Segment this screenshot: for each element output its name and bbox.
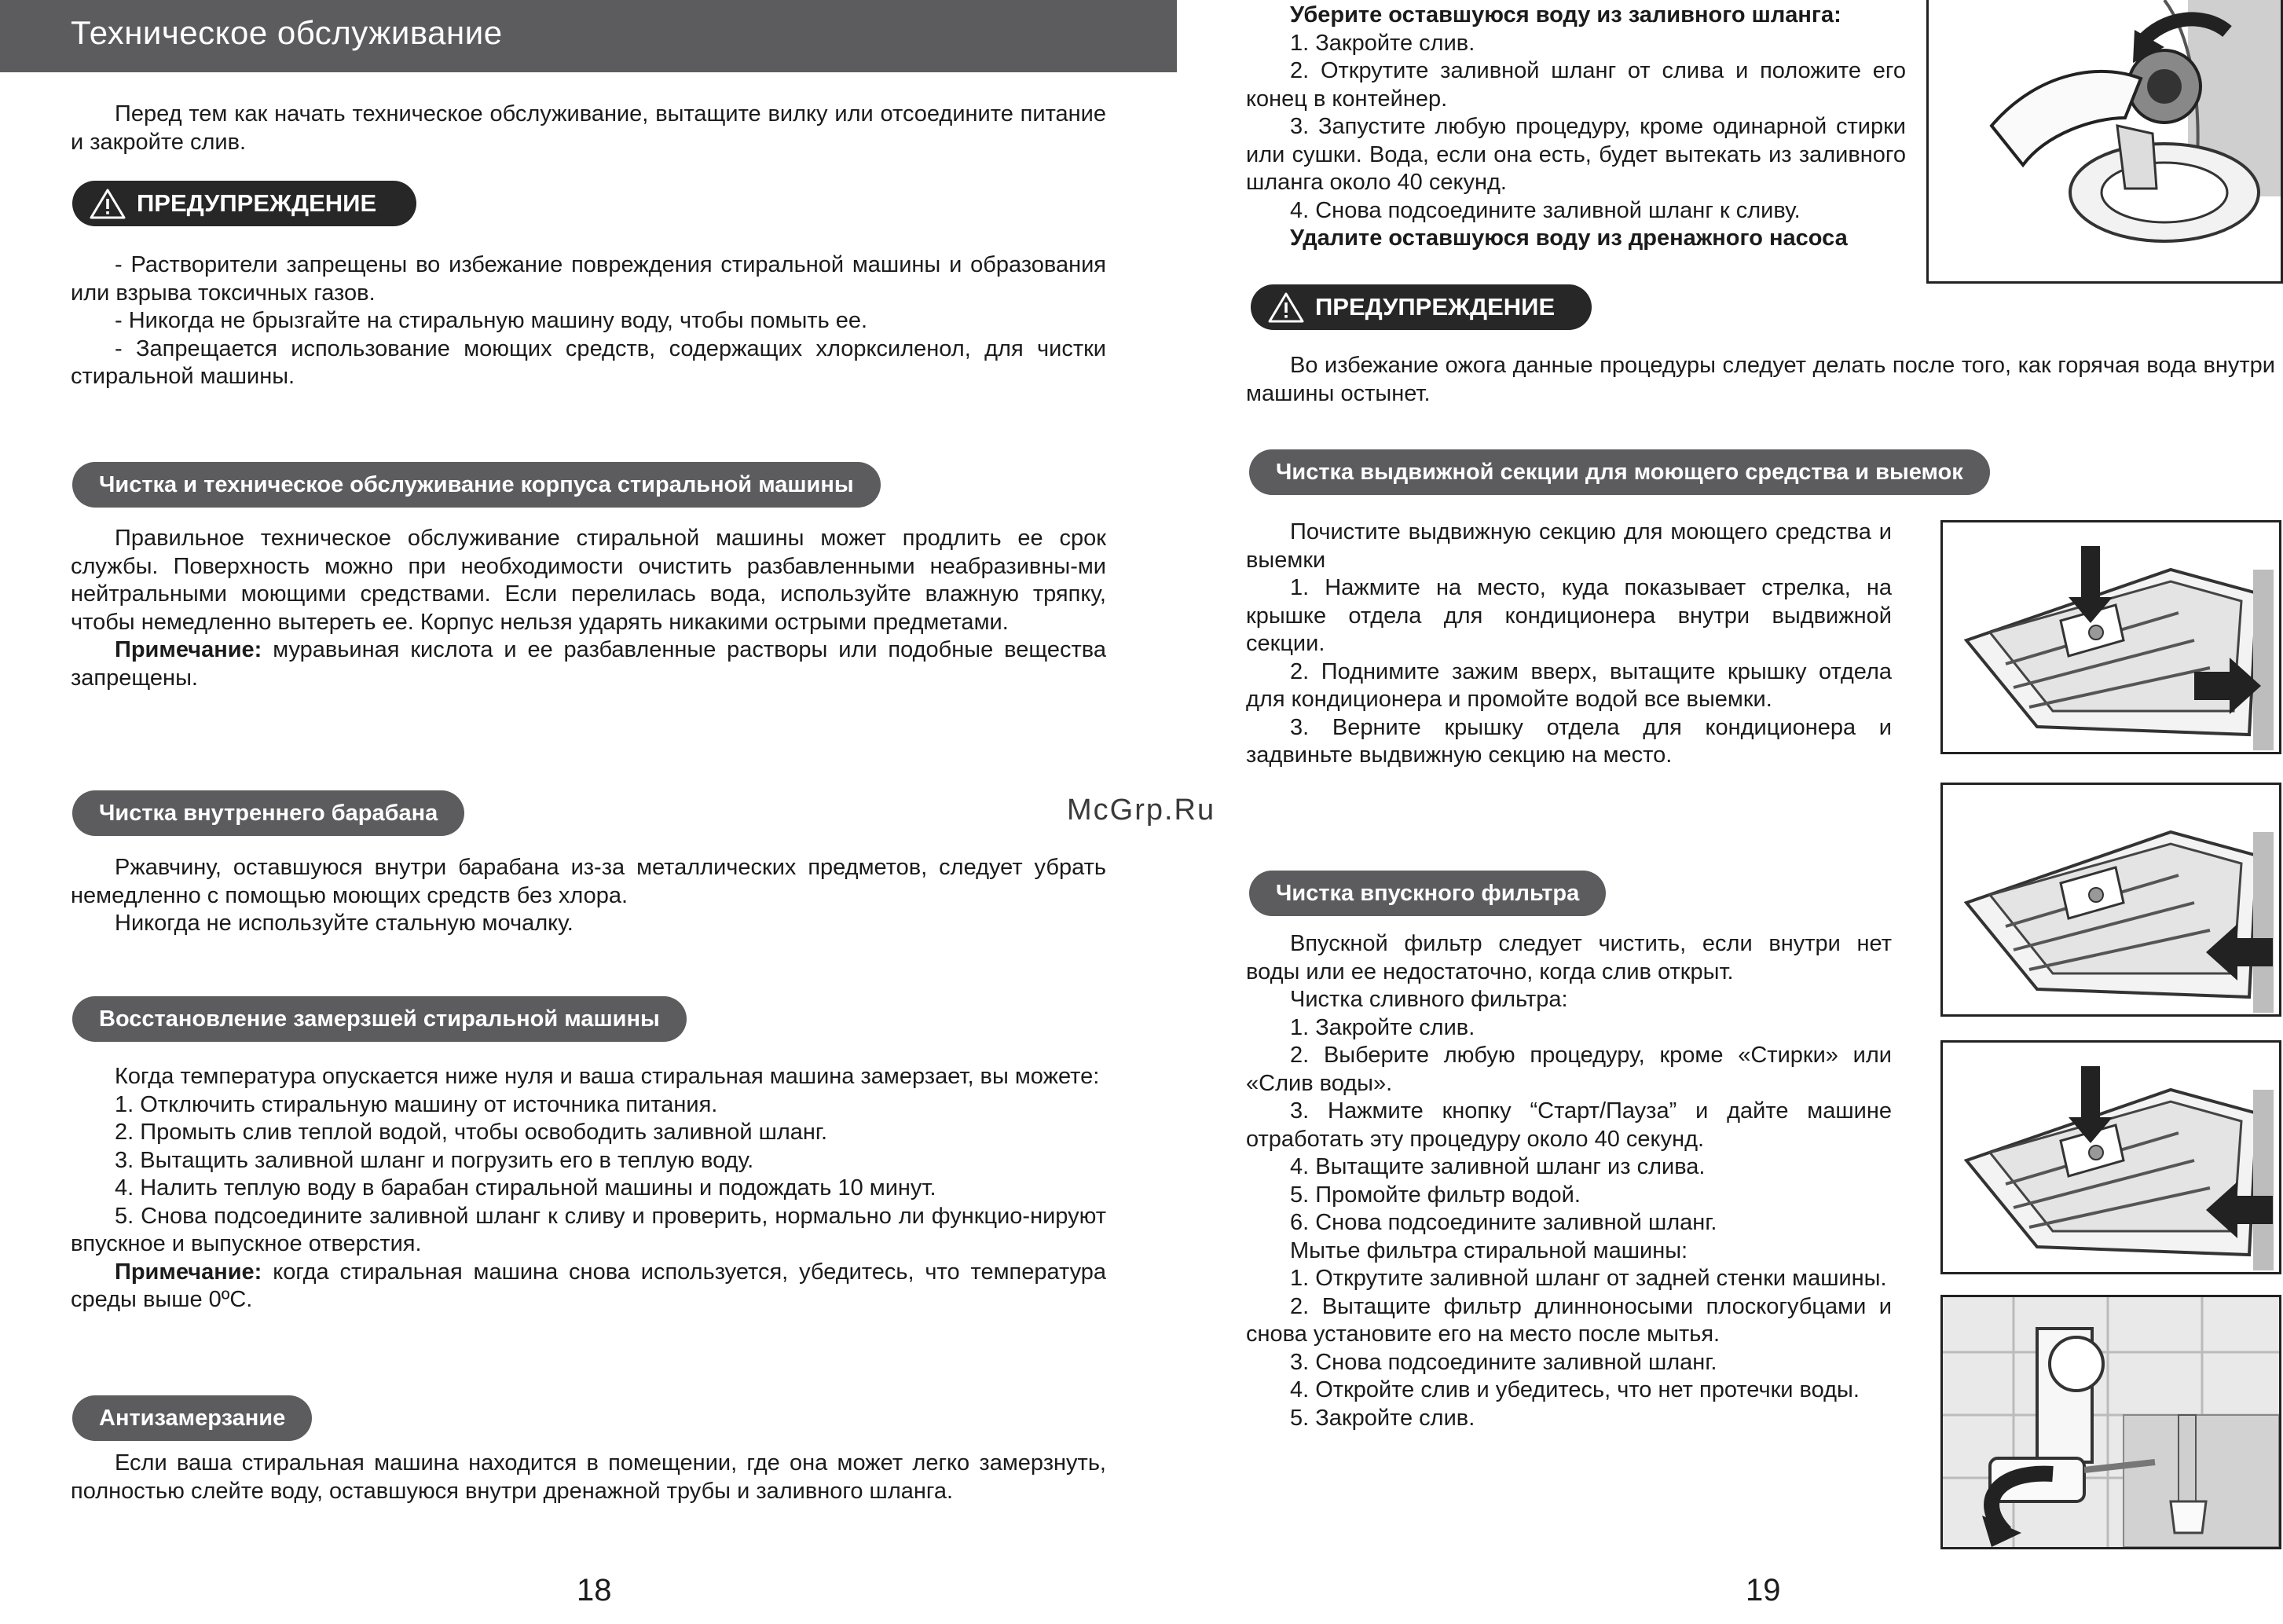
warning-badge-right [1251,284,1592,330]
list-item: 3. Запустите любую процедуру, кроме одинарной стирки или сушки. Вода, если она есть, будет вытекать из заливного шланга около 40 секунд. [1246,114,1906,195]
list-item: 1. Открутите заливной шланг от задней стенки машины. [1290,1266,1887,1291]
hose-heading: Уберите оставшуюся воду из заливного шланга: [1290,2,1841,27]
list-item: 4. Снова подсоедините заливной шланг к сливу. [1290,197,1801,223]
page-number-right: 19 [1746,1573,1781,1608]
list-item: 4. Налить теплую воду в барабан стиральной машины и подождать 10 минут. [115,1175,936,1201]
section-header-drum: Чистка внутреннего барабана [72,790,464,836]
list-item: 2. Выберите любую процедуру, кроме «Стирки» или «Слив воды». [1246,1043,1892,1096]
list-item: 2. Промыть слив теплой водой, чтобы освободить заливной шланг. [115,1120,828,1145]
hose-instructions [1246,2,1906,253]
list-item: 5. Закройте слив. [1290,1405,1475,1431]
list-item: 3. Верните крышку отдела для кондиционера и задвиньте выдвижную секцию на место. [1246,714,1892,768]
drawer-illustration-3 [1940,1040,2281,1274]
warning-item: - Никогда не брызгайте на стиральную машину воду, чтобы помыть ее. [115,308,868,333]
frozen-text: Когда температура опускается ниже нуля и ваша стиральная машина замерзает, вы можете: 1. Отключить стиральную машину от источника питания. 2. Промыть слив теплой водой, чтобы освободить заливной шланг. 3. Вытащить заливной шланг и погрузить его в теплую воду. 4. Налить теплую воду в барабан стиральной машины и подождать 10 минут. 5. Снова подсоедините заливной шланг к сливу и проверить, нормально ли функцио-нируют впускное и выпускное отверстия. Примечание: когда стиральная машина снова используется, убедитесь, что температура среды выше 0ºC. [71,1064,1106,1312]
inlet-filter-illustration [1940,1295,2281,1549]
warning-label: ПРЕДУПРЕЖДЕНИЕ [1315,293,1556,321]
list-item: 3. Вытащить заливной шланг и погрузить его в теплую воду. [115,1147,754,1173]
warning-badge-left [72,181,416,226]
list-item: 2. Поднимите зажим вверх, вытащите крышку отдела для кондиционера и промойте водой все выемки. [1246,658,1892,712]
warning-text-right: Во избежание ожога данные процедуры следует делать после того, как горячая вода внутри машины остынет. [1246,353,2275,406]
list-item: 3. Снова подсоедините заливной шланг. [1290,1349,1717,1375]
watermark: McGrp.Ru [1067,794,1216,827]
section-header-filter: Чистка впускного фильтра [1249,871,1606,916]
note-label: Примечание: [115,1259,262,1285]
pump-heading: Удалите оставшуюся воду из дренажного насоса [1290,225,1848,251]
list-item: 5. Промойте фильтр водой. [1290,1182,1581,1208]
list-item: 4. Вытащите заливной шланг из слива. [1290,1154,1706,1179]
drum-text: Ржавчину, оставшуюся внутри барабана из-за металлических предметов, следует убрать немедленно с помощью моющих средств без хлора. Никогда не используйте стальную мочалку. [71,855,1106,936]
list-item: 2. Открутите заливной шланг от слива и положите его конец в контейнер. [1246,58,1906,112]
section-header-drawer: Чистка выдвижной секции для моющего средства и выемок [1249,449,1990,495]
list-item: 5. Снова подсоедините заливной шланг к сливу и проверить, нормально ли функцио-нируют впускное и выпускное отверстия. [71,1203,1106,1256]
note-label: Примечание: [115,637,262,662]
warning-list-left [71,251,1106,391]
page-title: Техническое обслуживание [71,14,503,51]
list-item: 1. Нажмите на место, куда показывает стрелка, на крышке отдела для кондиционера внутри выдвижной секции. [1246,575,1892,656]
list-item: 3. Нажмите кнопку “Старт/Пауза” и дайте машине отработать эту процедуру около 40 секунд. [1246,1098,1892,1152]
body-clean-text: Правильное техническое обслуживание стиральной машины может продлить ее срок службы. Поверхность можно при необходимости очистить разбавленными неабразивны-ми нейтральными моющими средствами. Если перелилась вода, используйте влажную тряпку, чтобы немедленно вытереть ее. Корпус нельзя ударять никакими острыми предметами. Примечание: муравьиная кислота и ее разбавленные растворы или подобные вещества запрещены. [71,526,1106,691]
list-item: 2. Вытащите фильтр длинноносыми плоскогубцами и снова установите его на место после мытья. [1246,1293,1892,1347]
drawer-illustration-1 [1940,520,2281,754]
drawer-text: Почистите выдвижную секцию для моющего средства и выемки 1. Нажмите на место, куда показывает стрелка, на крышке отдела для кондиционера внутри выдвижной секции. 2. Поднимите зажим вверх, вытащите крышку отдела для кондиционера и промойте водой все выемки. 3. Верните крышку отдела для кондиционера и задвиньте выдвижную секцию на место. [1246,519,1892,770]
warning-triangle-icon [90,188,126,219]
hose-drain-illustration [1926,0,2283,284]
filter-text: Впускной фильтр следует чистить, если внутри нет воды или ее недостаточно, когда слив открыт. Чистка сливного фильтра: 1. Закройте слив. 2. Выберите любую процедуру, кроме «Стирки» или «Слив воды». 3. Нажмите кнопку “Старт/Пауза” и дайте машине отработать эту процедуру около 40 секунд. 4. Вытащите заливной шланг из слива. 5. Промойте фильтр водой. 6. Снова подсоедините заливной шланг. Мытье фильтра стиральной машины: 1. Открутите заливной шланг от задней стенки машины. 2. Вытащите фильтр длинноносыми плоскогубцами и снова установите его на место после мытья. 3. Снова подсоедините заливной шланг. 4. Откройте слив и убедитесь, что нет протечки воды. 5. Закройте слив. [1246,930,1892,1432]
drawer-illustration-2 [1940,783,2281,1017]
list-item: 6. Снова подсоедините заливной шланг. [1290,1210,1717,1235]
warning-triangle-icon [1268,291,1304,323]
list-item: 4. Откройте слив и убедитесь, что нет протечки воды. [1290,1377,1860,1402]
page-number-left: 18 [577,1573,612,1608]
list-item: 1. Закройте слив. [1290,30,1475,56]
warning-item: - Запрещается использование моющих средств, содержащих хлорксиленол, для чистки стиральной машины. [71,335,1106,389]
intro-paragraph: Перед тем как начать техническое обслуживание, вытащите вилку или отсоедините питание и закройте слив. [71,101,1106,155]
warning-item: - Растворители запрещены во избежание повреждения стиральной машины и образования или взрыва токсичных газов. [71,252,1106,306]
warning-label: ПРЕДУПРЕЖДЕНИЕ [137,189,377,217]
section-header-body-clean: Чистка и техническое обслуживание корпуса стиральной машины [72,462,881,508]
list-item: 1. Отключить стиральную машину от источника питания. [115,1091,718,1117]
list-item: 1. Закройте слив. [1290,1014,1475,1040]
page-title-bar [0,0,1177,72]
section-header-antifreeze: Антизамерзание [72,1395,312,1441]
section-header-frozen: Восстановление замерзшей стиральной машины [72,996,687,1042]
antifreeze-text: Если ваша стиральная машина находится в помещении, где она может легко замерзнуть, полностью слейте воду, оставшуюся внутри дренажной трубы и заливного шланга. [71,1450,1106,1504]
